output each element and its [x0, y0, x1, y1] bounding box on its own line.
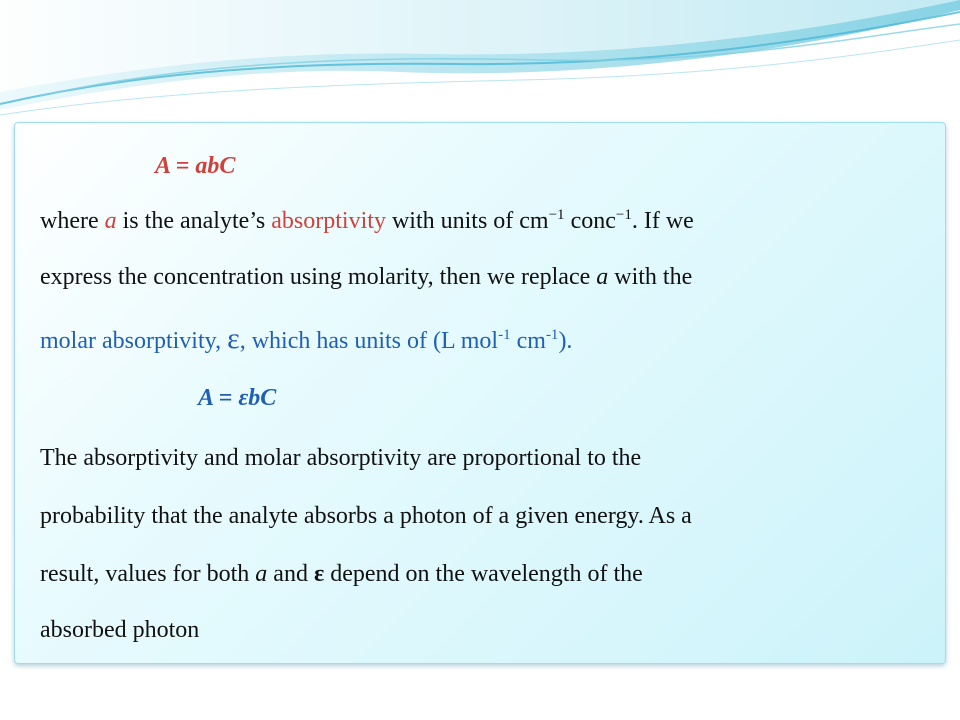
equation1-text: A = abC — [155, 153, 236, 179]
exponent: −1 — [615, 207, 632, 223]
text: and — [267, 561, 314, 587]
var-a: a — [104, 208, 117, 234]
exponent: -1 — [545, 327, 559, 343]
epsilon-symbol: ε — [313, 561, 325, 587]
text: express the concentration using molarity, then we replace — [40, 264, 597, 290]
units-text: cm — [510, 328, 546, 354]
epsilon-symbol: ε — [227, 322, 240, 355]
text: probability that the analyte absorbs a photon of a given energy. As a — [40, 503, 692, 529]
term-molar-absorptivity: molar absorptivity, — [40, 328, 228, 354]
equation-molar — [198, 385, 276, 412]
text: . If we — [631, 208, 694, 234]
text: conc — [564, 208, 616, 234]
text: with units of cm — [385, 208, 549, 234]
equation-absorbance — [155, 153, 235, 180]
term-absorptivity: absorptivity — [271, 208, 386, 234]
text: is the analyte’s — [116, 208, 272, 234]
para2-line2 — [40, 503, 692, 530]
text: depend on the wavelength of the — [324, 561, 643, 587]
equation2-text: A = εbC — [198, 385, 277, 411]
para1-line2 — [40, 264, 692, 291]
var-a: a — [255, 561, 268, 587]
var-a: a — [596, 264, 609, 290]
text: result, values for both — [40, 561, 256, 587]
decorative-waves — [0, 0, 960, 140]
text: where — [40, 208, 105, 234]
para1-line1 — [40, 208, 694, 235]
para2-line3 — [40, 561, 643, 588]
text: The absorptivity and molar absorptivity are proportional to the — [40, 445, 642, 471]
units-text: , which has units of (L mol — [239, 328, 499, 354]
units-text: ). — [558, 328, 573, 354]
exponent: −1 — [548, 207, 565, 223]
content-box — [14, 122, 946, 664]
text: with the — [608, 264, 693, 290]
exponent: -1 — [498, 327, 511, 343]
para2-line1 — [40, 445, 641, 472]
para1-line3 — [40, 322, 572, 356]
text: absorbed photon — [40, 617, 200, 643]
para2-line4 — [40, 617, 199, 644]
